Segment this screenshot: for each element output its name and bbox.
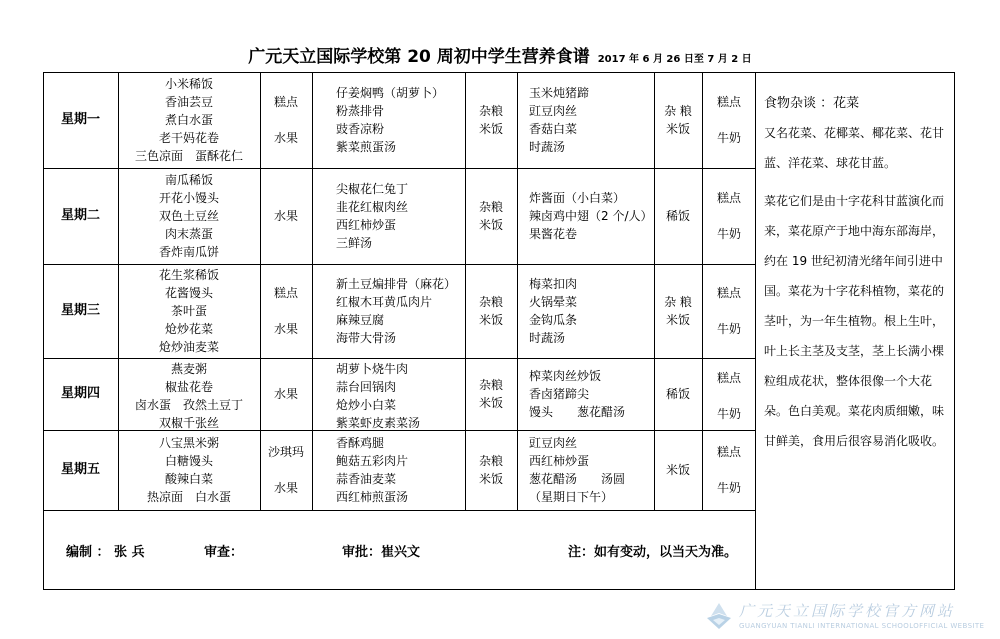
footer-note: 注：如有变动，以当天为准。 xyxy=(568,545,738,560)
dish-line: 炝炒油麦菜 xyxy=(158,340,219,354)
dish-line: 米饭 xyxy=(665,313,690,327)
dish-line: 牛奶 xyxy=(716,481,741,495)
dish-line: 水果 xyxy=(273,387,298,401)
dish-line: 新土豆煸排骨（麻花） xyxy=(336,277,457,291)
dish-line: 水果 xyxy=(273,131,298,145)
dish-line: 葱花醋汤 汤圆 xyxy=(529,472,626,486)
side-title: 食物杂谈 ：花菜 xyxy=(764,96,860,111)
dinner-cell xyxy=(529,189,654,243)
dish-line: 双色土豆丝 xyxy=(158,209,219,223)
row-divider xyxy=(43,168,756,169)
title-date-range: 2017 年 6 月 26 日至 7 月 2 日 xyxy=(597,54,752,65)
lunch-cell xyxy=(336,434,465,506)
dish-line: 榨菜肉丝炒饭 xyxy=(529,369,602,383)
dish-line: 果酱花卷 xyxy=(529,227,578,241)
dish-line: 香卤猪蹄尖 xyxy=(529,387,590,401)
dish-line: 米饭 xyxy=(478,218,503,232)
dish-line: 杂 粮 xyxy=(664,104,692,118)
dish-line: 炝炒花菜 xyxy=(164,322,213,336)
evening-snack-cell xyxy=(702,275,756,347)
dinner-cell xyxy=(529,275,654,347)
dish-line: 糕点 xyxy=(716,445,741,459)
dish-line: 小米稀饭 xyxy=(164,77,213,91)
dish-line: 糕点 xyxy=(716,286,741,300)
lunch-staple-cell xyxy=(465,293,517,329)
dish-line: 肉末蒸蛋 xyxy=(164,227,213,241)
lunch-cell xyxy=(336,275,465,347)
watermark-cn: 广元天立国际学校官方网站 xyxy=(739,602,956,620)
dish-line: 酸辣白菜 xyxy=(164,472,213,486)
dish-line: 糕点 xyxy=(273,95,298,109)
row-divider xyxy=(43,264,756,265)
dish-line: 椒盐花卷 xyxy=(164,380,213,394)
dinner-cell xyxy=(529,434,654,506)
school-watermark xyxy=(703,600,995,636)
dinner-staple-cell xyxy=(654,293,702,329)
dish-line: 米饭 xyxy=(478,472,503,486)
column-divider xyxy=(517,72,518,510)
dish-line: 蒜台回锅肉 xyxy=(336,380,397,394)
dish-line: 水果 xyxy=(273,322,298,336)
dinner-staple-cell xyxy=(654,385,702,403)
lunch-staple-cell xyxy=(465,102,517,138)
dish-line: 海带大骨汤 xyxy=(336,331,397,345)
dish-line: 豉香凉粉 xyxy=(336,122,385,136)
lunch-staple-cell xyxy=(465,198,517,234)
dish-line: 三鲜汤 xyxy=(336,236,373,250)
dish-line: 豇豆肉丝 xyxy=(529,436,578,450)
lunch-cell xyxy=(336,180,465,252)
dish-line: 杂粮 xyxy=(478,454,503,468)
breakfast-cell xyxy=(118,266,260,356)
dish-line: 红椒木耳黄瓜肉片 xyxy=(336,295,433,309)
dinner-cell xyxy=(529,367,654,421)
dinner-staple-cell xyxy=(654,207,702,225)
dish-line: 时蔬汤 xyxy=(529,140,566,154)
evening-snack-cell xyxy=(702,434,756,506)
morning-snack-cell xyxy=(260,434,312,506)
dish-line: 花酱馒头 xyxy=(164,286,213,300)
dish-line: 热凉面 白水蛋 xyxy=(146,490,231,504)
dish-line: 煮白水蛋 xyxy=(164,113,213,127)
dish-line: 杂 粮 xyxy=(664,295,692,309)
dish-line: 三色凉面 蛋酥花仁 xyxy=(134,149,243,163)
dish-line: 燕麦粥 xyxy=(170,362,207,376)
day-name xyxy=(43,385,118,403)
day-label: 星期二 xyxy=(60,208,100,223)
dish-line: 鲍菇五彩肉片 xyxy=(336,454,409,468)
school-logo-icon xyxy=(703,600,735,632)
dish-line: 紫菜虾皮素菜汤 xyxy=(336,416,421,430)
dish-line: 西红柿炒蛋 xyxy=(529,454,590,468)
day-name xyxy=(43,111,118,129)
dish-line: 梅菜扣肉 xyxy=(529,277,578,291)
dish-line: 南瓜稀饭 xyxy=(164,173,213,187)
title-main: 广元天立国际学校第 20 周初中学生营养食谱 xyxy=(248,47,590,67)
dish-line: 杂粮 xyxy=(478,295,503,309)
dish-line: 西红柿炒蛋 xyxy=(336,218,397,232)
lunch-staple-cell xyxy=(465,376,517,412)
dish-line: 开花小馒头 xyxy=(158,191,219,205)
lunch-cell xyxy=(336,84,465,156)
lunch-cell xyxy=(336,360,465,432)
dish-line: 杂粮 xyxy=(478,104,503,118)
dish-line: （星期日下午） xyxy=(529,490,614,504)
dish-line: 玉米炖猪蹄 xyxy=(529,86,590,100)
dish-line: 水果 xyxy=(273,209,298,223)
dish-line: 沙琪玛 xyxy=(267,445,304,459)
dish-line: 牛奶 xyxy=(716,322,741,336)
breakfast-cell xyxy=(118,171,260,261)
dish-line: 香菇白菜 xyxy=(529,122,578,136)
dish-line: 金钩瓜条 xyxy=(529,313,578,327)
dish-line: 老干妈花卷 xyxy=(158,131,219,145)
dish-line: 炝炒小白菜 xyxy=(336,398,397,412)
dish-line: 糕点 xyxy=(273,286,298,300)
dish-line: 米饭 xyxy=(665,463,690,477)
dish-line: 双椒千张丝 xyxy=(158,416,219,430)
footer-editor: 编制 ： 张 兵 xyxy=(66,545,145,560)
dish-line: 馒头 葱花醋汤 xyxy=(529,405,626,419)
day-label: 星期四 xyxy=(60,386,100,401)
dish-line: 糕点 xyxy=(716,371,741,385)
morning-snack-cell xyxy=(260,84,312,156)
day-name xyxy=(43,461,118,479)
dish-line: 蒜香油麦菜 xyxy=(336,472,397,486)
dish-line: 炸酱面（小白菜） xyxy=(529,191,626,205)
dish-line: 时蔬汤 xyxy=(529,331,566,345)
dish-line: 仔姜焖鸭（胡萝卜） xyxy=(336,86,445,100)
footer-approver: 审批：崔兴文 xyxy=(342,545,421,560)
row-divider xyxy=(43,510,756,511)
side-paragraph: 菜花它们是由十字花科甘蓝演化而来，菜花原产于地中海东部海岸，约在 19 世纪初清光绪年间引进中国。菜花为十字花科植物，菜花的茎叶，为一年生植物。根上生叶，叶上长主茎及支茎，茎上长满小棵粒组成花状，整体很像一个大花朵。色白美观。菜花肉质细嫩，味甘鲜美，食用后很容易消化吸收。 xyxy=(764,194,945,448)
dish-line: 胡萝卜烧牛肉 xyxy=(336,362,409,376)
dish-line: 辣卤鸡中翅（2 个/人） xyxy=(529,209,653,223)
side-paragraph: 又名花菜、花椰菜、椰花菜、花甘蓝、洋花菜、球花甘蓝。 xyxy=(764,126,945,170)
dish-line: 杂粮 xyxy=(478,200,503,214)
morning-snack-cell xyxy=(260,275,312,347)
dish-line: 八宝黑米粥 xyxy=(158,436,219,450)
dish-line: 西红柿煎蛋汤 xyxy=(336,490,409,504)
dish-line: 卤水蛋 孜然土豆丁 xyxy=(134,398,243,412)
dish-line: 紫菜煎蛋汤 xyxy=(336,140,397,154)
dish-line: 稀饭 xyxy=(665,387,690,401)
dinner-staple-cell xyxy=(654,461,702,479)
dish-line: 香酥鸡腿 xyxy=(336,436,385,450)
breakfast-cell xyxy=(118,75,260,165)
dish-line: 稀饭 xyxy=(665,209,690,223)
dish-line: 牛奶 xyxy=(716,227,741,241)
evening-snack-cell xyxy=(702,180,756,252)
dish-line: 韭花红椒肉丝 xyxy=(336,200,409,214)
dish-line: 香炸南瓜饼 xyxy=(158,245,219,259)
page-title xyxy=(0,42,1000,67)
watermark-en: GUANGYUAN TIANLI INTERNATIONAL SCHOOLOFFICIAL WEBSITE xyxy=(739,622,985,630)
dish-line: 白糖馒头 xyxy=(164,454,213,468)
dinner-cell xyxy=(529,84,654,156)
day-name xyxy=(43,302,118,320)
side-text xyxy=(764,118,950,456)
dish-line: 茶叶蛋 xyxy=(170,304,207,318)
dish-line: 尖椒花仁兔丁 xyxy=(336,182,409,196)
day-label: 星期五 xyxy=(60,462,100,477)
dish-line: 麻辣豆腐 xyxy=(336,313,385,327)
dish-line: 火锅晕菜 xyxy=(529,295,578,309)
day-name xyxy=(43,207,118,225)
dish-line: 牛奶 xyxy=(716,131,741,145)
day-label: 星期三 xyxy=(60,303,100,318)
column-divider xyxy=(312,72,313,510)
breakfast-cell xyxy=(118,360,260,432)
dish-line: 粉蒸排骨 xyxy=(336,104,385,118)
day-label: 星期一 xyxy=(60,112,100,127)
dish-line: 米饭 xyxy=(665,122,690,136)
dish-line: 米饭 xyxy=(478,396,503,410)
evening-snack-cell xyxy=(702,84,756,156)
dish-line: 糕点 xyxy=(716,191,741,205)
dish-line: 米饭 xyxy=(478,313,503,327)
evening-snack-cell xyxy=(702,360,756,432)
dish-line: 杂粮 xyxy=(478,378,503,392)
dish-line: 米饭 xyxy=(478,122,503,136)
dish-line: 豇豆肉丝 xyxy=(529,104,578,118)
row-divider xyxy=(43,358,756,359)
dish-line: 水果 xyxy=(273,481,298,495)
dish-line: 花生浆稀饭 xyxy=(158,268,219,282)
dish-line: 糕点 xyxy=(716,95,741,109)
dinner-staple-cell xyxy=(654,102,702,138)
dish-line: 香油芸豆 xyxy=(164,95,213,109)
lunch-staple-cell xyxy=(465,452,517,488)
dish-line: 牛奶 xyxy=(716,407,741,421)
footer-reviewer: 审查： xyxy=(204,545,244,560)
morning-snack-cell xyxy=(260,207,312,225)
breakfast-cell xyxy=(118,434,260,506)
morning-snack-cell xyxy=(260,385,312,403)
